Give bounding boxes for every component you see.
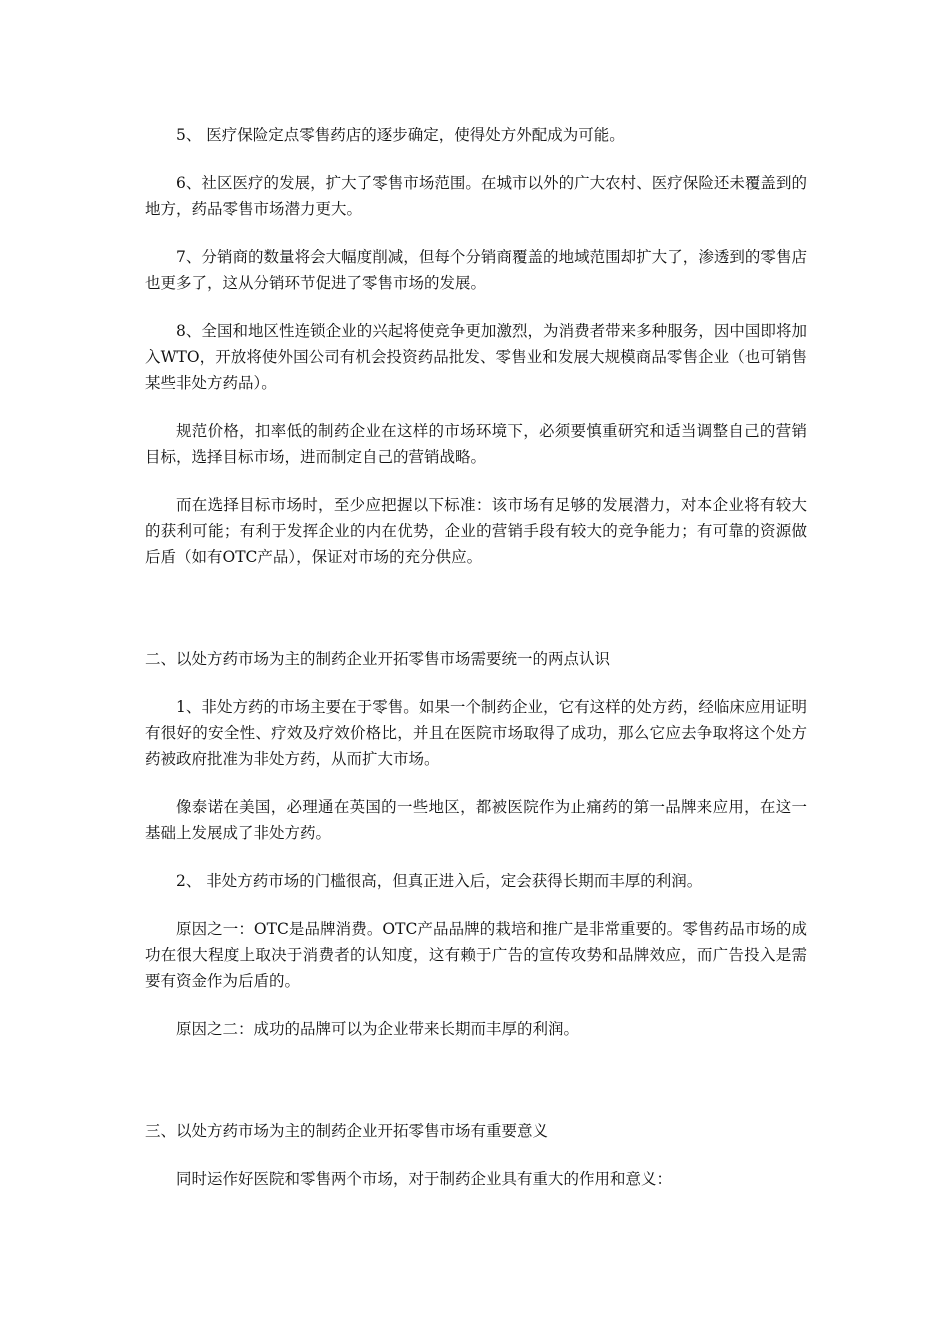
paragraph-pricing: 规范价格，扣率低的制药企业在这样的市场环境下，必须要慎重研究和适当调整自己的营销目标，选择目标市场，进而制定自己的营销战略。 [145, 422, 807, 466]
section-2-paragraph-3: 2、 非处方药市场的门槛很高，但真正进入后，定会获得长期而丰厚的利润。 [176, 872, 703, 890]
paragraph-item-7: 7、分销商的数量将会大幅度削减，但每个分销商覆盖的地域范围却扩大了，渗透到的零售店也更多了，这从分销环节促进了零售市场的发展。 [145, 248, 807, 292]
section-2-paragraph-5: 原因之二：成功的品牌可以为企业带来长期而丰厚的利润。 [176, 1020, 580, 1038]
section-2-paragraph-1: 1、非处方药的市场主要在于零售。如果一个制药企业，它有这样的处方药，经临床应用证明有很好的安全性、疗效及疗效价格比，并且在医院市场取得了成功，那么它应去争取将这个处方药被政府批准为非处方药，从而扩大市场。 [145, 698, 807, 768]
section-3-heading: 三、以处方药市场为主的制药企业开拓零售市场有重要意义 [145, 1122, 549, 1140]
paragraph-item-5: 5、 医疗保险定点零售药店的逐步确定，使得处方外配成为可能。 [176, 126, 625, 144]
section-spacer [145, 592, 807, 646]
section-2-paragraph-4: 原因之一：OTC是品牌消费。OTC产品品牌的栽培和推广是非常重要的。零售药品市场的成功在很大程度上取决于消费者的认知度，这有赖于广告的宣传攻势和品牌效应，而广告投入是需要有资金作为后盾的。 [145, 920, 807, 990]
paragraph-item-8: 8、全国和地区性连锁企业的兴起将使竞争更加激烈，为消费者带来多种服务，因中国即将加入WTO，开放将使外国公司有机会投资药品批发、零售业和发展大规模商品零售企业（也可销售某些非处方药品）。 [145, 322, 807, 392]
section-2-paragraph-2: 像泰诺在美国，必理通在英国的一些地区，都被医院作为止痛药的第一品牌来应用，在这一基础上发展成了非处方药。 [145, 798, 807, 842]
paragraph-item-6: 6、社区医疗的发展，扩大了零售市场范围。在城市以外的广大农村、医疗保险还未覆盖到的地方，药品零售市场潜力更大。 [145, 174, 807, 218]
document-body [145, 122, 807, 1214]
section-2-heading: 二、以处方药市场为主的制药企业开拓零售市场需要统一的两点认识 [145, 650, 611, 668]
section-spacer [145, 1064, 807, 1118]
paragraph-target-market-criteria: 而在选择目标市场时，至少应把握以下标准：该市场有足够的发展潜力，对本企业将有较大的获利可能；有利于发挥企业的内在优势，企业的营销手段有较大的竞争能力；有可靠的资源做后盾（如有OTC产品），保证对市场的充分供应。 [145, 496, 807, 566]
section-3-paragraph-1: 同时运作好医院和零售两个市场，对于制药企业具有重大的作用和意义： [176, 1170, 673, 1188]
